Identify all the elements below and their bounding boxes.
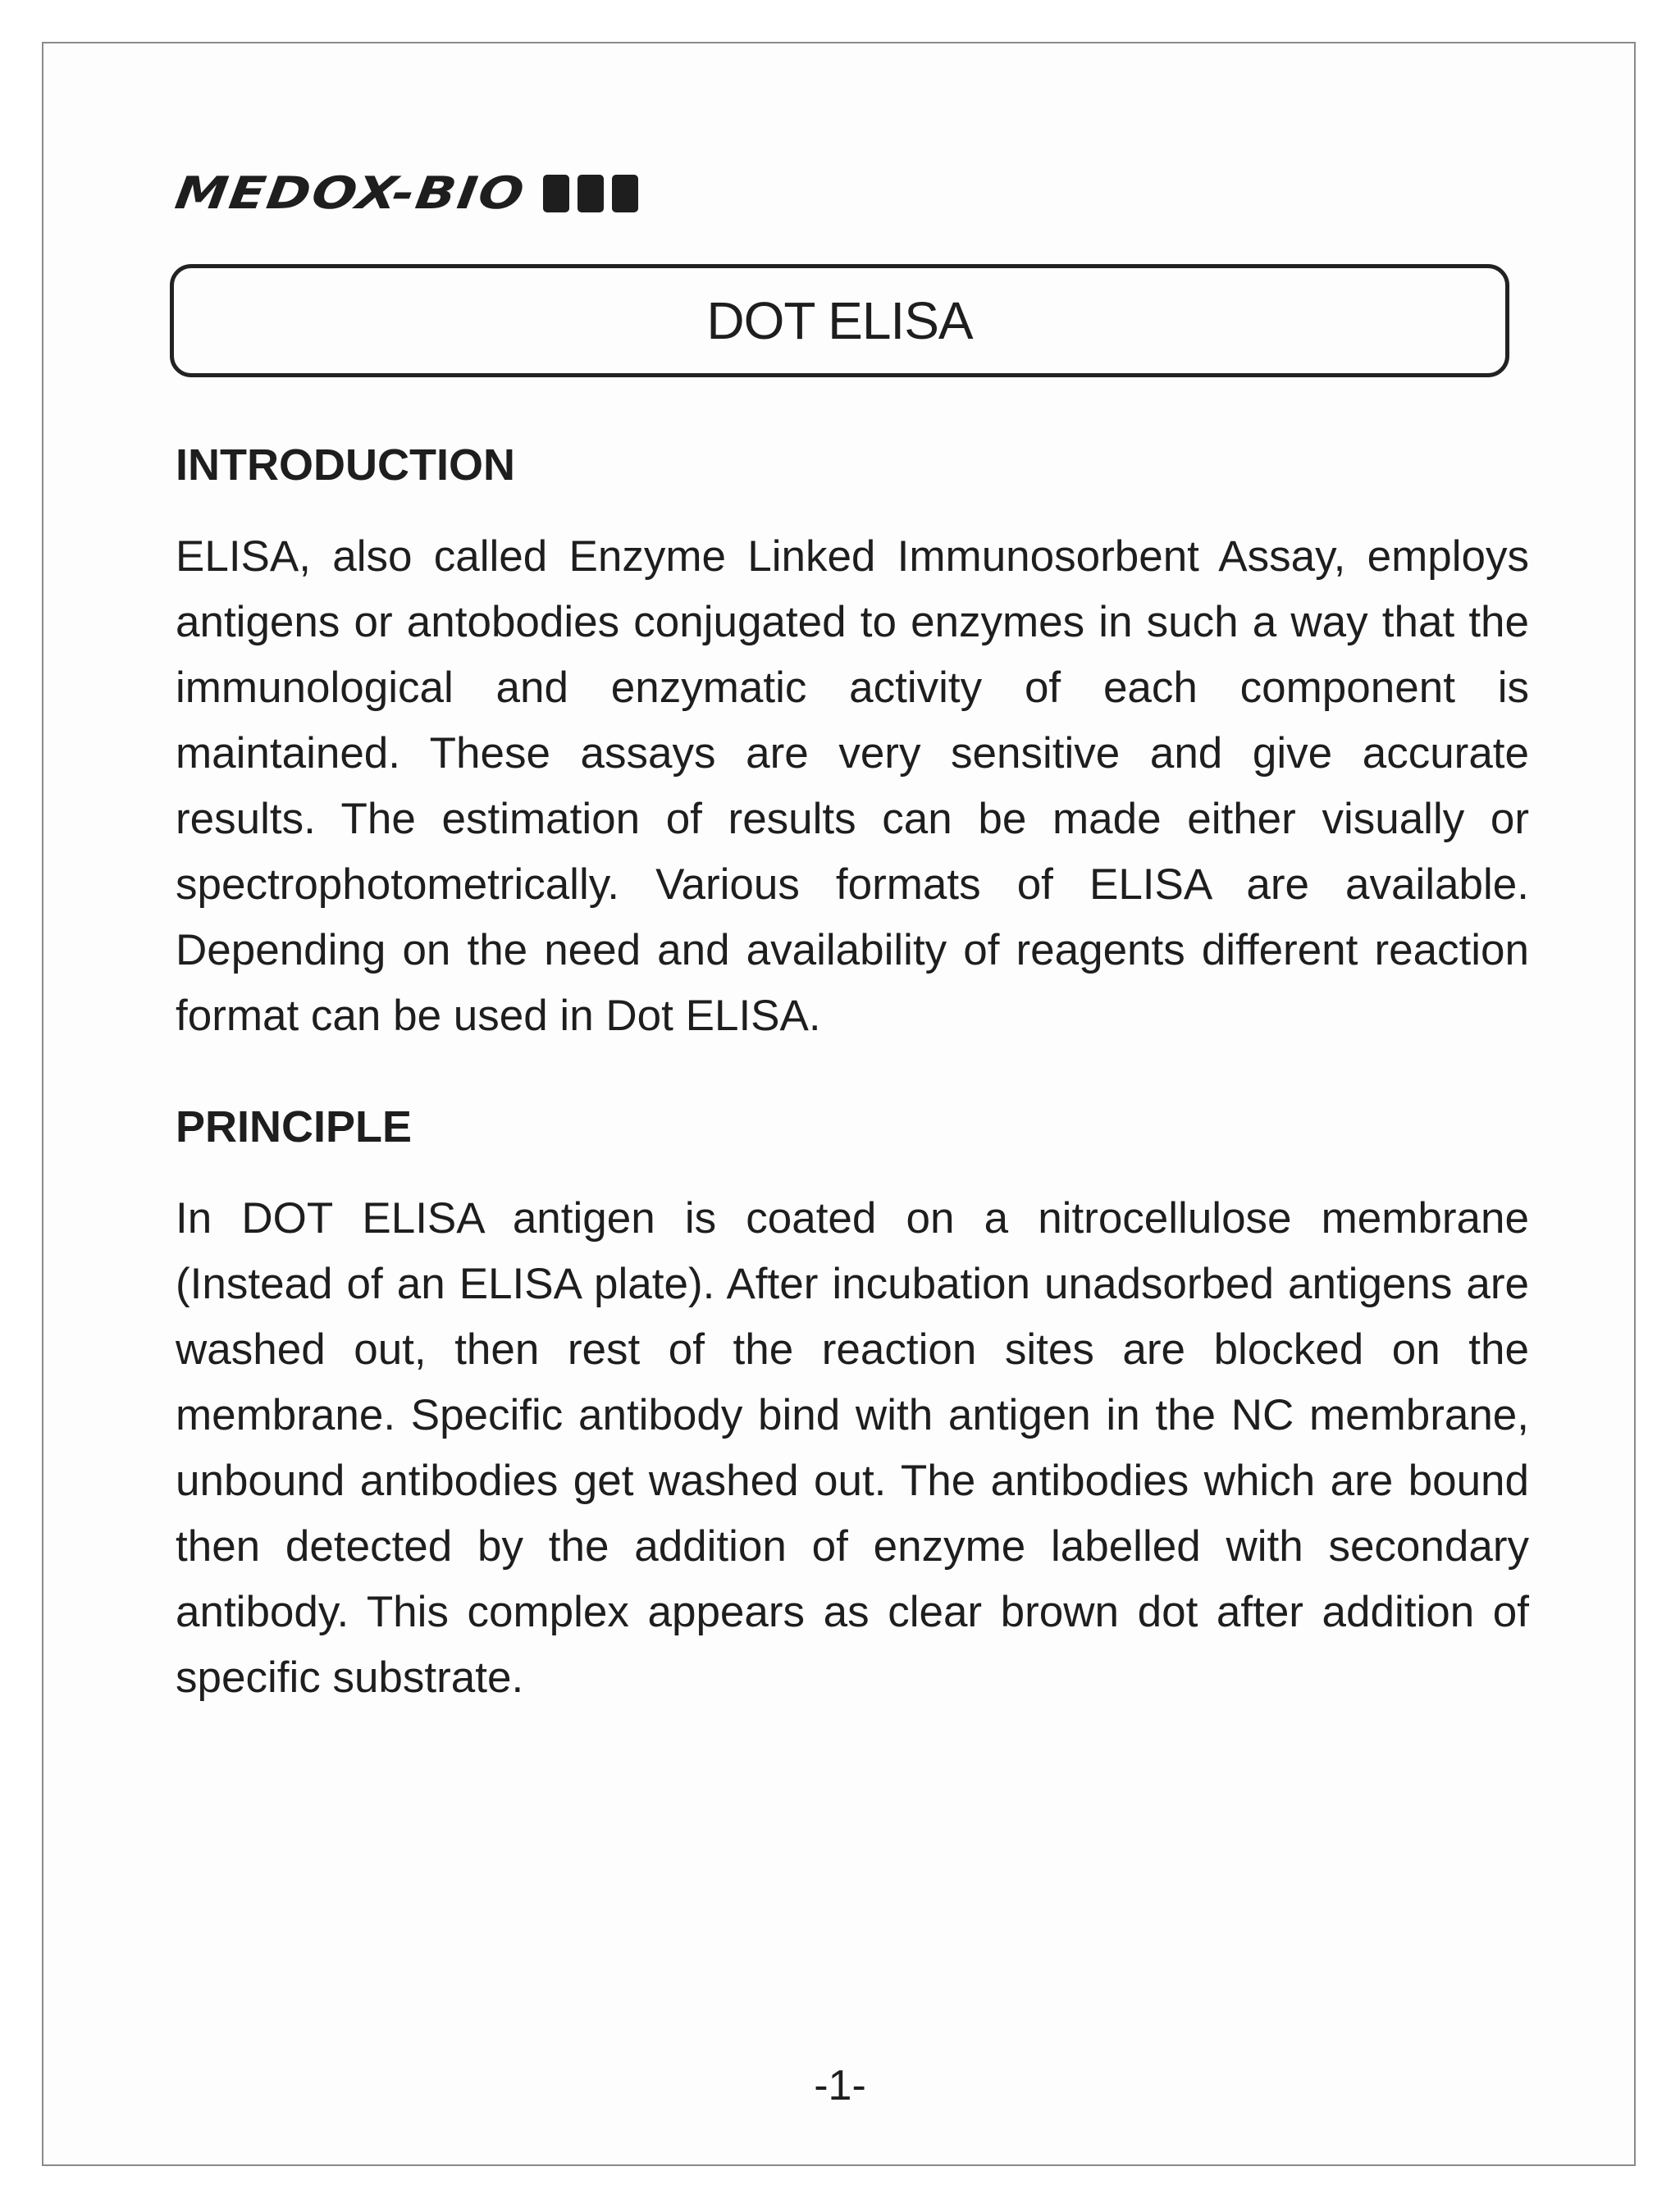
- page-title: DOT ELISA: [706, 291, 973, 350]
- principle-paragraph: In DOT ELISA antigen is coated on a nitrocellulose membrane (Instead of an ELISA plate). After incubation unadsorbed antigens are washed out, then rest of the reaction sites are blocked on the membrane. Specific antibody bind with antigen in the NC membrane, unbound antibodies get washed out. The antibodies which are bound then detected by the addition of enzyme labelled with secondary antibody. This complex appears as clear brown dot after addition of specific substrate.: [176, 1194, 1529, 1702]
- introduction-heading: INTRODUCTION: [176, 440, 515, 490]
- introduction-section: [176, 440, 1529, 1049]
- logo-text: MEDOX-BIO: [171, 167, 529, 220]
- medox-bio-logo: [171, 167, 638, 220]
- principle-heading: PRINCIPLE: [176, 1102, 413, 1152]
- introduction-paragraph: ELISA, also called Enzyme Linked Immunosorbent Assay, employs antigens or antobodies conjugated to enzymes in such a way that the immunological and enzymatic activity of each component is maintained. These assays are very sensitive and give accurate results. The estimation of results can be made either visually or spectrophotometrically. Various formats of ELISA are available. Depending on the need and availability of reagents different reaction format can be used in Dot ELISA.: [176, 532, 1529, 1040]
- logo-blocks-icon: [543, 175, 638, 212]
- title-box: [170, 264, 1509, 377]
- page-number: -1-: [814, 2062, 866, 2109]
- principle-section: [176, 1102, 1529, 1711]
